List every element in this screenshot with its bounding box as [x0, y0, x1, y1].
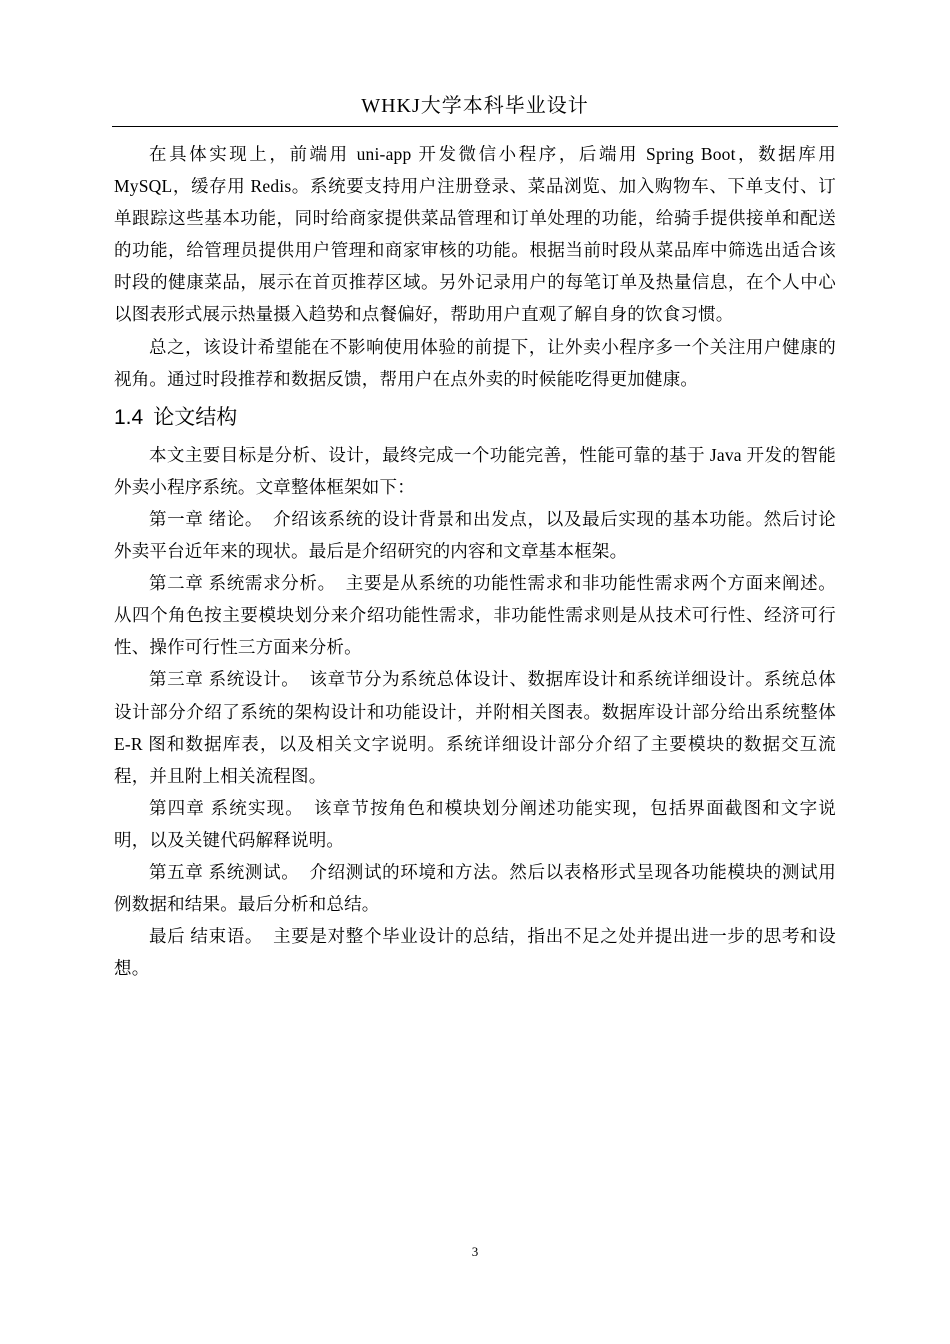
header-divider	[112, 126, 838, 127]
chapter-summary-3	[114, 663, 836, 791]
chapter-summary-2	[114, 567, 836, 663]
chapter-summary-5	[114, 856, 836, 920]
chapter-description: 介绍该系统的设计背景和出发点，以及最后实现的基本功能。然后讨论外卖平台近年来的现状。最后是介绍研究的内容和文章基本框架。	[114, 508, 836, 562]
chapter-summary-6	[114, 920, 836, 984]
chapter-label: 第一章 绪论。	[149, 508, 264, 529]
chapter-label: 第四章 系统实现。	[149, 797, 304, 818]
page-number: 3	[471, 1244, 479, 1259]
chapter-description: 主要是从系统的功能性需求和非功能性需求两个方面来阐述。从四个角色按主要模块划分来介绍功能性需求，非功能性需求则是从技术可行性、经济可行性、操作可行性三方面来分析。	[114, 573, 837, 658]
chapter-description: 介绍测试的环境和方法。然后以表格形式呈现各功能模块的测试用例数据和结果。最后分析和总结。	[114, 861, 836, 915]
body-paragraph: 总之，该设计希望能在不影响使用体验的前提下，让外卖小程序多一个关注用户健康的视角。通过时段推荐和数据反馈，帮用户在点外卖的时候能吃得更加健康。	[114, 336, 836, 389]
section-title: 论文结构	[153, 405, 238, 429]
section-number: 1.4	[114, 405, 144, 429]
chapter-description: 该章节按角色和模块划分阐述功能实现，包括界面截图和文字说明，以及关键代码解释说明。	[114, 797, 836, 850]
chapter-summary-4	[114, 792, 836, 856]
body-paragraph: 在具体实现上，前端用 uni-app 开发微信小程序，后端用 Spring Boot，数据库用 MySQL，缓存用 Redis。系统要支持用户注册登录、菜品浏览、加入购物车、下单支付、订单跟踪这些基本功能，同时给商家提供菜品管理和订单处理的功能，给骑手提供接单和配送的功能，给管理员提供用户管理和商家审核的功能。根据当前时段从菜品库中筛选出适合该时段的健康菜品，展示在首页推荐区域。另外记录用户的每笔订单及热量信息，在个人中心以图表形式展示热量摄入趋势和点餐偏好，帮助用户直观了解自身的饮食习惯。	[114, 144, 836, 325]
page-header-title: WHKJ大学本科毕业设计	[361, 95, 589, 117]
section-intro-paragraph: 本文主要目标是分析、设计，最终完成一个功能完善，性能可靠的基于 Java 开发的智能外卖小程序系统。文章整体框架如下：	[114, 444, 836, 497]
document-body	[114, 138, 836, 984]
chapter-label: 第五章 系统测试。	[149, 861, 300, 882]
chapter-description: 该章节分为系统总体设计、数据库设计和系统详细设计。系统总体设计部分介绍了系统的架构设计和功能设计，并附相关图表。数据库设计部分给出系统整体 E-R 图和数据库表，以及相关文字说明。系统详细设计部分介绍了主要模块的数据交互流程，并且附上相关流程图。	[114, 669, 836, 786]
chapter-label: 最后 结束语。	[149, 926, 264, 947]
chapter-label: 第二章 系统需求分析。	[149, 573, 336, 594]
section-heading	[114, 401, 836, 435]
chapter-label: 第三章 系统设计。	[149, 669, 300, 690]
chapter-description: 主要是对整个毕业设计的总结，指出不足之处并提出进一步的思考和设想。	[114, 926, 836, 979]
chapter-summary-1	[114, 503, 836, 567]
